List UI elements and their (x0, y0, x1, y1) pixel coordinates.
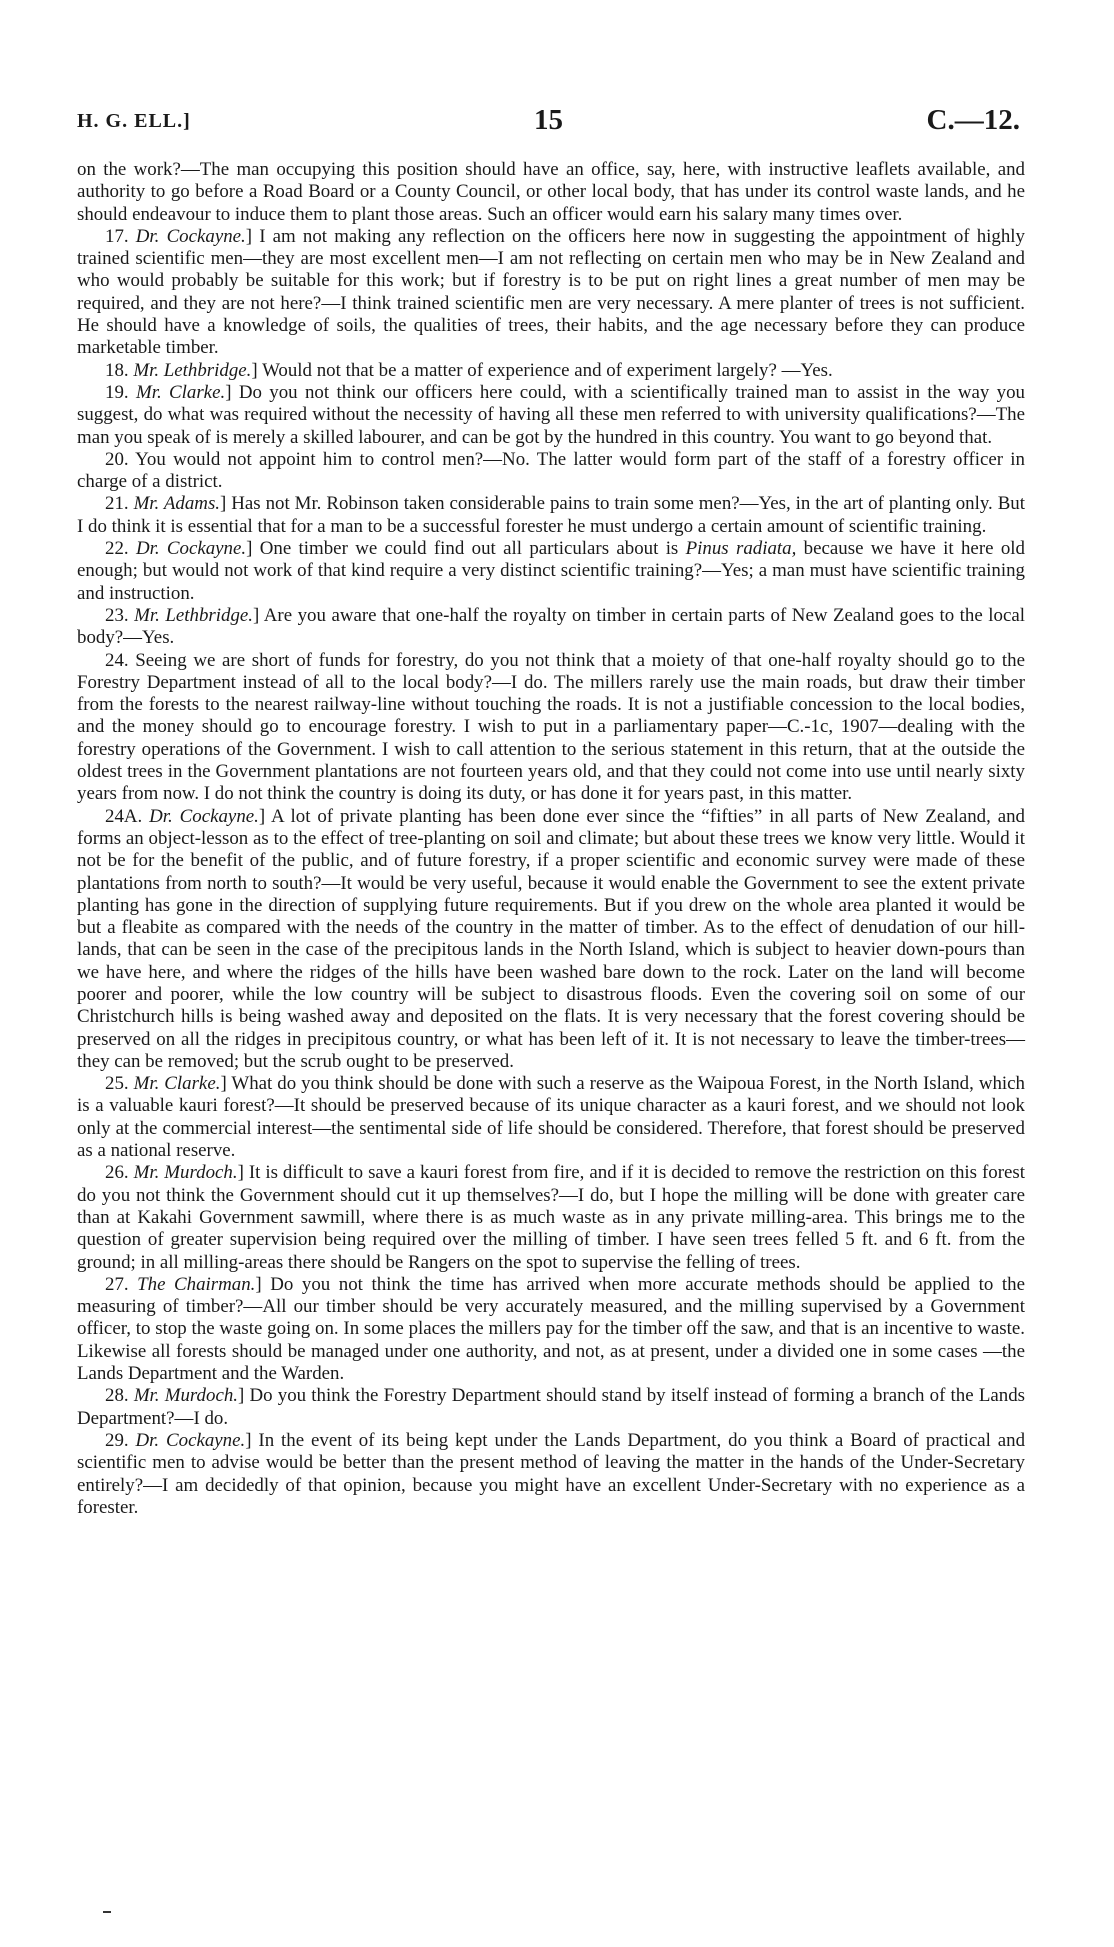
paragraph-text: ] Do you not think our officers here could, with a scientifically trained man to assist in the way you suggest, do what was required without the necessity of having all these men referred to with university qualifications?—The man you speak of is merely a skilled labourer, and can be got by the hundred in this country. You want to go beyond that. (77, 381, 1025, 448)
speaker-name: Mr. Adams. (133, 493, 221, 515)
evidence-paragraph (77, 159, 1025, 226)
evidence-paragraph (77, 226, 1025, 360)
speaker-name: Mr. Murdoch. (133, 1162, 238, 1184)
paragraph-text: ] What do you think should be done with such a reserve as the Waipoua Forest, in the North Island, which is a valuable kauri forest?—It should be preserved because of its unique character as a kauri forest, and we should not look only at the commercial interest—the sentimental side of life should be considered. Therefore, that forest should be preserved as a national reserve. (77, 1073, 1025, 1162)
paragraph-text: ] Would not that be a matter of experience and of experiment largely? —Yes. (251, 359, 833, 381)
paragraph-text: ] One timber we could find out all particulars about is (246, 538, 686, 560)
evidence-paragraph (77, 360, 1025, 382)
paragraph-text: on the work?—The man occupying this position should have an office, say, here, with instructive leaflets available, and authority to go before a Road Board or a County Council, or other local body, that has under its control waste lands, and he should endeavour to induce them to plant those areas. Such an officer would earn his salary many times over. (77, 159, 1025, 225)
speaker-name: Dr. Cockayne. (149, 805, 259, 827)
paragraph-text: ] Are you aware that one-half the royalty on timber in certain parts of New Zealand goes to the local body?—Yes. (77, 604, 1025, 649)
species-name: Pinus radiata, (685, 538, 797, 560)
question-number: 18. (105, 359, 134, 381)
paragraph-text: ] Do you not think the time has arrived when more accurate methods should be applied to the measuring of timber?—All our timber should be very accurately measured, and the milling supervised by a Government officer, to stop the waste going on. In some places the millers pay for the timber off the saw, and that is an incentive to waste. Likewise all forests should be managed under one authority, and not, as at present, under a divided one in some cases —the Lands Department and the Warden. (77, 1273, 1025, 1385)
paragraph-text: 24. Seeing we are short of funds for forestry, do you not think that a moiety of that one-half royalty should go to the Forestry Department instead of all to the local body?—I do. The millers rarely use the main roads, but draw their timber from the forests to the nearest railway-line without touching the roads. It is not a justifiable concession to the local bodies, and the money should go to encourage forestry. I wish to put in a parliamentary paper—C.-1c, 1907—dealing with the forestry operations of the Government. I wish to call attention to the serious statement in this return, that at the outside the oldest trees in the Government plantations are not fourteen years old, and that they could not come into use until nearly sixty years from now. I do not think the country is doing its duty, or has done it for years past, in this matter. (77, 649, 1025, 805)
question-number: 21. (105, 493, 134, 515)
print-mark (103, 1911, 111, 1913)
evidence-text (77, 159, 1025, 1519)
page-header (77, 104, 1020, 140)
question-number: 19. (105, 381, 136, 403)
question-number: 22. (105, 538, 136, 560)
speaker-name: Mr. Lethbridge. (133, 359, 252, 381)
evidence-paragraph (77, 493, 1025, 538)
evidence-paragraph (77, 538, 1025, 605)
paragraph-text: ] Do you think the Forestry Department should stand by itself instead of forming a branch of the Lands Department?—I do. (77, 1385, 1025, 1429)
evidence-paragraph (77, 382, 1025, 449)
evidence-paragraph (77, 1385, 1025, 1430)
paragraph-text: ] A lot of private planting has been done ever since the “fifties” in all parts of New Zealand, and forms an object-lesson as to the effect of tree-planting on soil and climate; but about these trees we know very little. Would it not be for the benefit of the public, and of future forestry, if a proper scientific and economic survey were made of these plantations from north to south?—It would be very useful, because it would enable the Government to see the extent private planting has gone in the direction of supplying future requirements. But if you drew on the whole area planted it would be but a fleabite as compared with the needs of the country in the matter of timber. As to the effect of denudation of our hill-lands, that can be seen in the case of the precipitous lands in the North Island, which is subject to heavier down-pours than we have here, and where the ridges of the hills have been washed bare down to the rock. Later on the land will become poorer and poorer, while the low country will be subject to disastrous floods. Even the covering soil on some of our Christchurch hills is being washed away and deposited on the flats. It is very necessary that the forest covering should be preserved on all the ridges in precipitous country, or what has been left of it. It is not necessary to leave the timber-trees—they can be removed; but the scrub ought to be preserved. (77, 805, 1026, 1072)
speaker-name: Mr. Murdoch. (133, 1385, 238, 1407)
question-number: 29. (105, 1429, 136, 1451)
question-number: 26. (105, 1162, 134, 1184)
evidence-paragraph (77, 806, 1025, 1074)
evidence-paragraph (77, 449, 1025, 494)
evidence-paragraph (77, 1430, 1025, 1519)
question-number: 23. (105, 604, 135, 626)
question-number: 25. (105, 1073, 134, 1095)
paragraph-text: ] I am not making any reflection on the officers here now in suggesting the appointment of highly trained scientific men—they are most excellent men—I am not reflecting on certain men who may be in New Zealand and who would probably be suitable for this work; but if forestry is to be put on right lines a great number of men may be required, and they are not here?—I think trained scientific men are very necessary. A mere planter of trees is not sufficient. He should have a knowledge of soils, the qualities of trees, their habits, and the age necessary before they can produce marketable timber. (77, 225, 1025, 359)
evidence-paragraph (77, 650, 1025, 806)
question-number: 17. (105, 225, 136, 247)
question-number: 28. (105, 1385, 134, 1407)
evidence-paragraph (77, 1073, 1025, 1162)
paragraph-text: because we have it here old enough; but would not work of that kind require a very distinct scientific training?—Yes; a man must have scientific training and instruction. (77, 538, 1025, 604)
question-number: 24A. (105, 805, 150, 827)
witness-name: H. G. ELL.] (77, 110, 191, 132)
speaker-name: Dr. Cockayne. (135, 538, 247, 560)
paragraph-text: ] It is difficult to save a kauri forest from fire, and if it is decided to remove the restriction on this forest do you not think the Government should cut it up themselves?—I do, but I hope the milling will be done with greater care than at Kakahi Government sawmill, where there is as much waste as in any private milling-area. This brings me to the question of greater supervision being required over the milling of timber. I have seen trees felled 5 ft. and 6 ft. from the ground; in all milling-areas there should be Rangers on the spot to supervise the felling of trees. (77, 1162, 1025, 1273)
speaker-name: Dr. Cockayne. (135, 225, 246, 247)
speaker-name: The Chairman. (137, 1273, 256, 1295)
evidence-paragraph (77, 1274, 1025, 1385)
speaker-name: Mr. Lethbridge. (134, 604, 253, 626)
paragraph-text: 20. You would not appoint him to control men?—No. The latter would form part of the staff of a forestry officer in charge of a district. (77, 448, 1025, 493)
question-number: 27. (105, 1273, 138, 1295)
paper-reference: C.—12. (926, 104, 1020, 136)
evidence-paragraph (77, 605, 1025, 650)
evidence-paragraph (77, 1162, 1025, 1273)
paragraph-text: ] In the event of its being kept under the Lands Department, do you think a Board of practical and scientific men to advise would be better than the present method of leaving the matter in the hands of the Under-Secretary entirely?—I am decidedly of that opinion, because you might have an excellent Under-Secretary with no experience as a forester. (77, 1429, 1026, 1518)
speaker-name: Mr. Clarke. (135, 381, 226, 403)
speaker-name: Mr. Clarke. (133, 1073, 221, 1095)
page-number: 15 (534, 104, 563, 136)
speaker-name: Dr. Cockayne. (135, 1429, 246, 1451)
paragraph-text: ] Has not Mr. Robinson taken considerable pains to train some men?—Yes, in the art of planting only. But I do think it is essential that for a man to be a successful forester he must undergo a certain amount of scientific training. (77, 493, 1026, 537)
